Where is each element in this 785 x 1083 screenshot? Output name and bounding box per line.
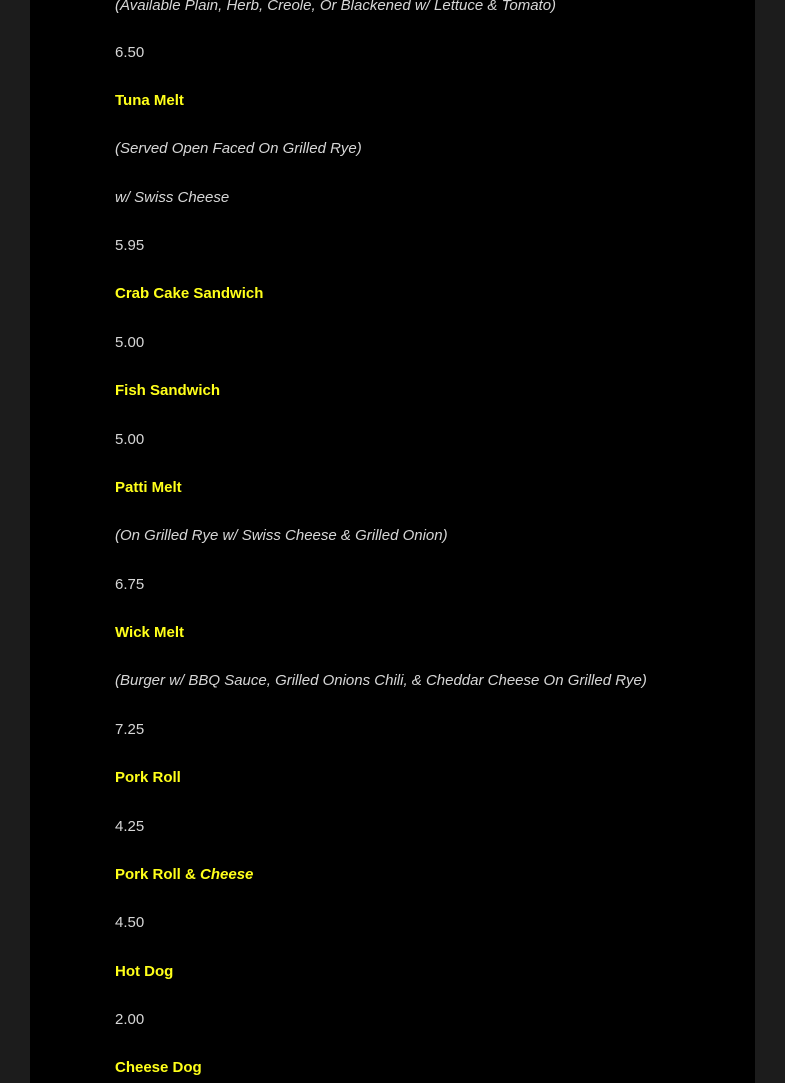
item-price: 6.50 (115, 44, 145, 61)
item-name-tuna-melt: Tuna Melt (115, 92, 184, 109)
item-name-fish-sandwich: Fish Sandwich (115, 382, 221, 399)
item-name-text: Pork Roll & (115, 866, 201, 883)
item-price: 5.95 (115, 237, 145, 254)
item-name-cheese-dog: Cheese Dog (115, 1059, 202, 1076)
item-price: 5.00 (115, 334, 145, 351)
item-name-patti-melt: Patti Melt (115, 479, 182, 496)
item-name-wick-melt: Wick Melt (115, 624, 185, 641)
item-price: 6.75 (115, 576, 145, 593)
menu-panel (30, 0, 755, 1083)
item-name-pork-roll: Pork Roll (115, 769, 181, 786)
item-price: 2.00 (115, 1011, 145, 1028)
item-name-hot-dog: Hot Dog (115, 963, 174, 980)
item-description: (On Grilled Rye w/ Swiss Cheese & Grilled Onion) (115, 527, 448, 544)
item-price: 4.50 (115, 914, 145, 931)
item-price: 7.25 (115, 721, 145, 738)
item-name-pork-roll-cheese (115, 866, 253, 884)
item-description: (Served Open Faced On Grilled Rye) (115, 140, 362, 157)
item-price: 4.25 (115, 818, 145, 835)
item-description: w/ Swiss Cheese (115, 189, 230, 206)
item-name-crab-cake-sandwich: Crab Cake Sandwich (115, 285, 264, 302)
item-name-italic-text: Cheese (200, 866, 254, 883)
item-description: (Burger w/ BBQ Sauce, Grilled Onions Chili, & Cheddar Cheese On Grilled Rye) (115, 672, 647, 689)
item-description: (Available Plain, Herb, Creole, Or Blackened w/ Lettuce & Tomato) (115, 0, 557, 14)
item-price: 5.00 (115, 431, 145, 448)
